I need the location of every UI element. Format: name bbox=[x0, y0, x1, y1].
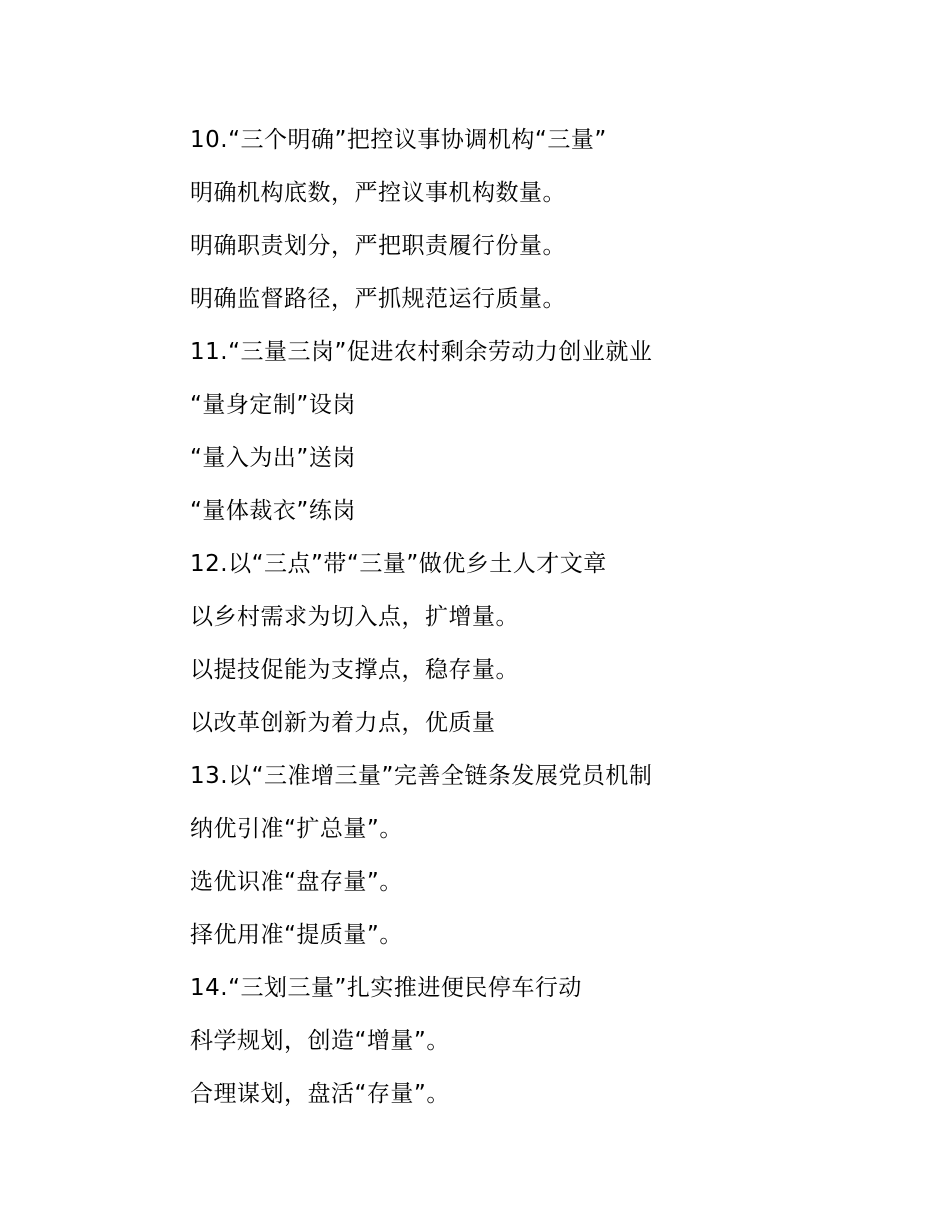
paragraph-line: 明确职责划分，严把职责履行份量。 bbox=[190, 233, 566, 259]
paragraph-line: 选优识准“盘存量”。 bbox=[190, 869, 403, 895]
paragraph-line: 明确监督路径，严抓规范运行质量。 bbox=[190, 286, 566, 312]
paragraph-line: 纳优引准“扩总量”。 bbox=[190, 816, 403, 842]
paragraph-line: 以乡村需求为切入点，扩增量。 bbox=[190, 604, 519, 630]
section-heading-14: 14.“三划三量”扎实推进便民停车行动 bbox=[190, 975, 582, 1001]
paragraph-line: 以提技促能为支撑点，稳存量。 bbox=[190, 657, 519, 683]
section-heading-11: 11.“三量三岗”促进农村剩余劳动力创业就业 bbox=[190, 339, 653, 365]
section-heading-13: 13.以“三准增三量”完善全链条发展党员机制 bbox=[190, 763, 653, 789]
paragraph-line: 择优用准“提质量”。 bbox=[190, 922, 403, 948]
document-body bbox=[190, 114, 890, 1121]
paragraph-line: 合理谋划，盘活“存量”。 bbox=[190, 1081, 450, 1107]
paragraph-line: 科学规划，创造“增量”。 bbox=[190, 1028, 450, 1054]
paragraph-line: “量体裁衣”练岗 bbox=[190, 498, 356, 524]
section-heading-10: 10.“三个明确”把控议事协调机构“三量” bbox=[190, 127, 607, 153]
paragraph-line: 以改革创新为着力点，优质量 bbox=[190, 710, 496, 736]
paragraph-line: 明确机构底数，严控议事机构数量。 bbox=[190, 180, 566, 206]
section-heading-12: 12.以“三点”带“三量”做优乡土人才文章 bbox=[190, 551, 607, 577]
paragraph-line: “量入为出”送岗 bbox=[190, 445, 356, 471]
paragraph-line: “量身定制”设岗 bbox=[190, 392, 356, 418]
